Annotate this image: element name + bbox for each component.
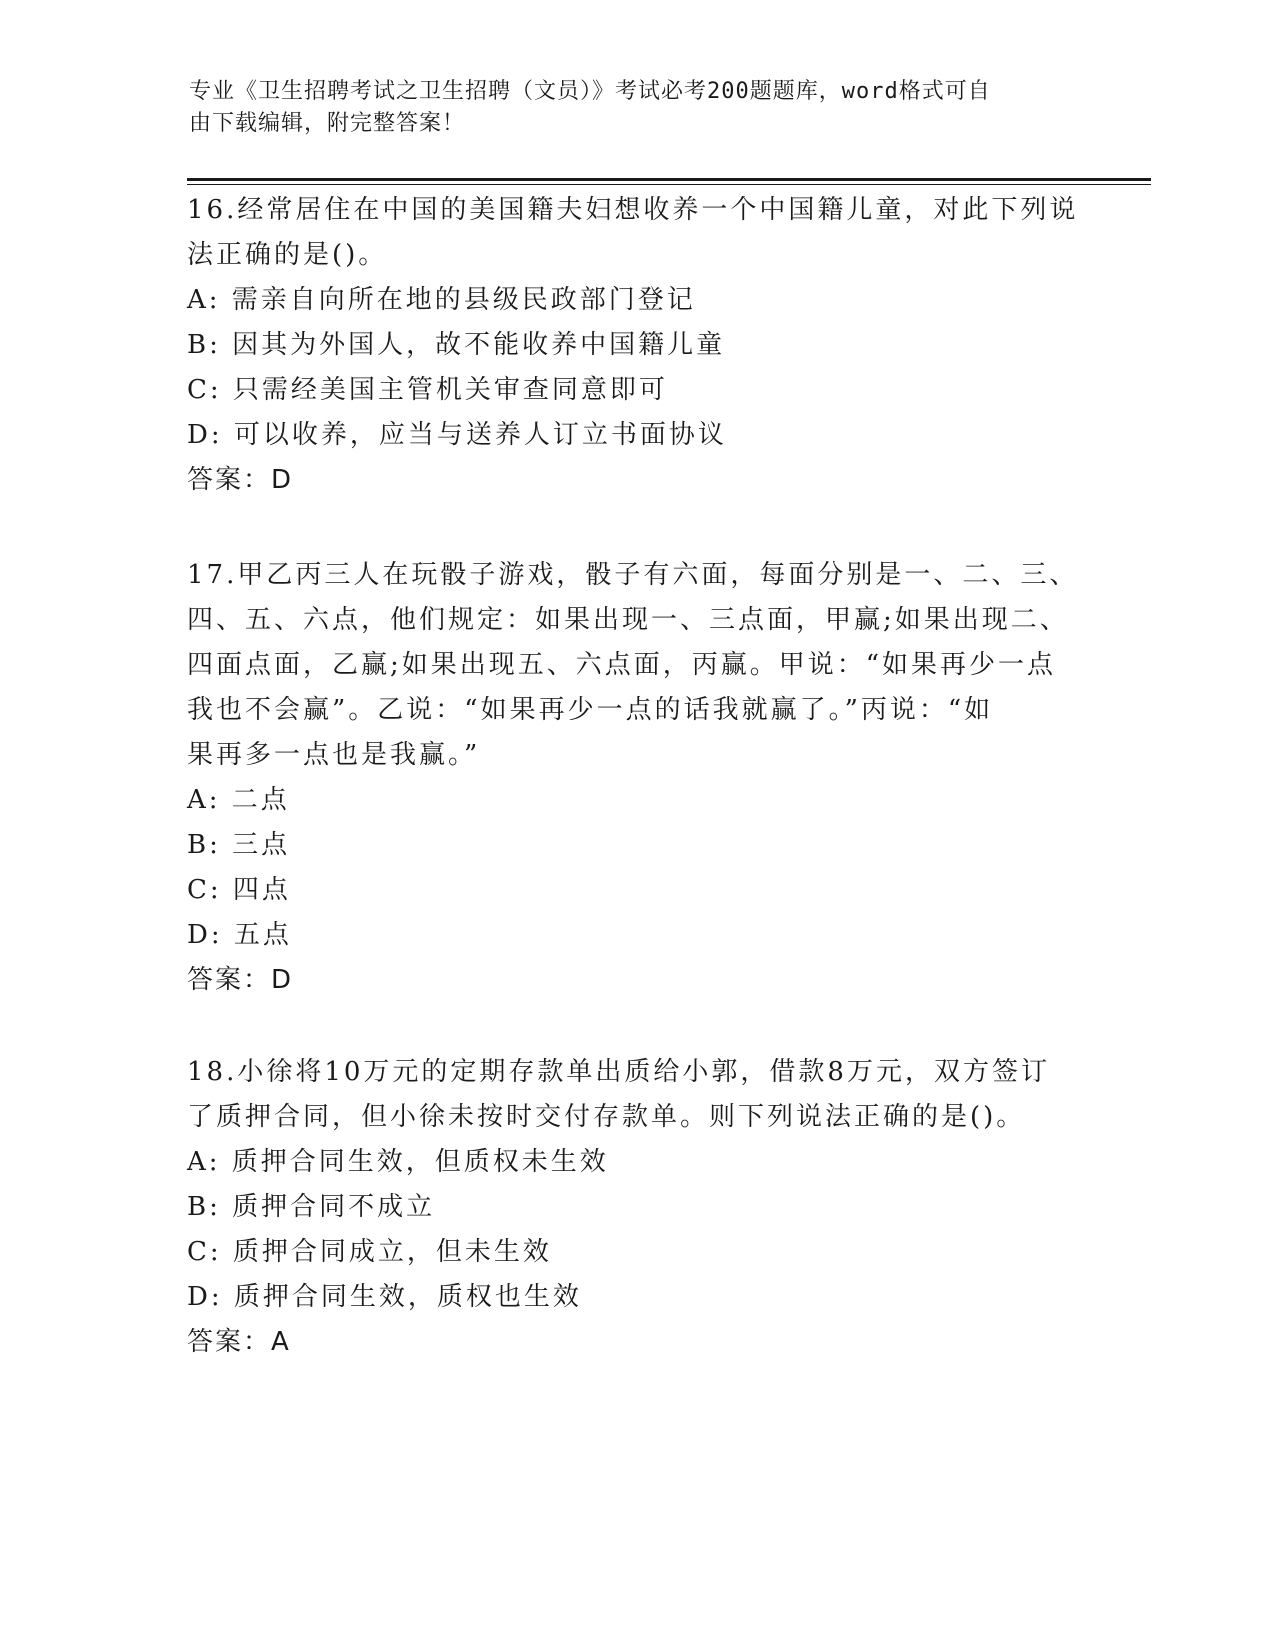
stem-line: 18.小徐将10万元的定期存款单出质给小郭，借款8万元，双方签订: [187, 1057, 1050, 1087]
header-divider: [187, 178, 1151, 181]
header-line: 由下载编辑，附完整答案！: [189, 111, 466, 136]
stem-line: 16.经常居住在中国的美国籍夫妇想收养一个中国籍儿童，对此下列说: [187, 195, 1079, 225]
stem-line: 法正确的是()。: [187, 240, 388, 270]
option-d: D: 质押合同生效，质权也生效: [187, 1282, 582, 1312]
question-stem: [187, 1050, 1087, 1140]
answer-line: 答案：D: [187, 465, 294, 495]
header-line: 专业《卫生招聘考试之卫生招聘（文员）》考试必考200题题库，word格式可自: [189, 79, 991, 104]
stem-line: 四面点面，乙赢;如果出现五、六点面，丙赢。甲说：“如果再少一点: [187, 650, 1057, 680]
question-stem: [187, 188, 1087, 278]
stem-line: 17.甲乙丙三人在玩骰子游戏，骰子有六面，每面分别是一、二、三、: [187, 560, 1079, 590]
option-b: B: 三点: [187, 830, 291, 860]
option-a: A: 质押合同生效，但质权未生效: [187, 1147, 609, 1177]
stem-line: 我也不会赢”。乙说：“如果再少一点的话我就赢了。”丙说：“如: [187, 695, 994, 725]
stem-line: 四、五、六点，他们规定：如果出现一、三点面，甲赢;如果出现二、: [187, 605, 1069, 635]
answer-line: 答案：D: [187, 965, 294, 995]
option-a: A: 需亲自向所在地的县级民政部门登记: [187, 285, 696, 315]
option-c: C: 四点: [187, 875, 291, 905]
option-d: D: 可以收养，应当与送养人订立书面协议: [187, 420, 727, 450]
stem-line: 了质押合同，但小徐未按时交付存款单。则下列说法正确的是()。: [187, 1102, 1026, 1132]
option-c: C: 质押合同成立，但未生效: [187, 1237, 552, 1267]
question-16: [187, 188, 1087, 503]
document-header: [189, 76, 1069, 140]
stem-line: 果再多一点也是我赢。”: [187, 740, 481, 770]
option-d: D: 五点: [187, 920, 292, 950]
question-17: [187, 553, 1087, 1003]
answer-line: 答案：A: [187, 1327, 291, 1357]
option-b: B: 因其为外国人，故不能收养中国籍儿童: [187, 330, 726, 360]
question-18: [187, 1050, 1087, 1365]
option-a: A: 二点: [187, 785, 290, 815]
option-c: C: 只需经美国主管机关审查同意即可: [187, 375, 668, 405]
option-b: B: 质押合同不成立: [187, 1192, 436, 1222]
header-divider-thin: [187, 184, 1151, 185]
question-stem: [187, 553, 1087, 778]
